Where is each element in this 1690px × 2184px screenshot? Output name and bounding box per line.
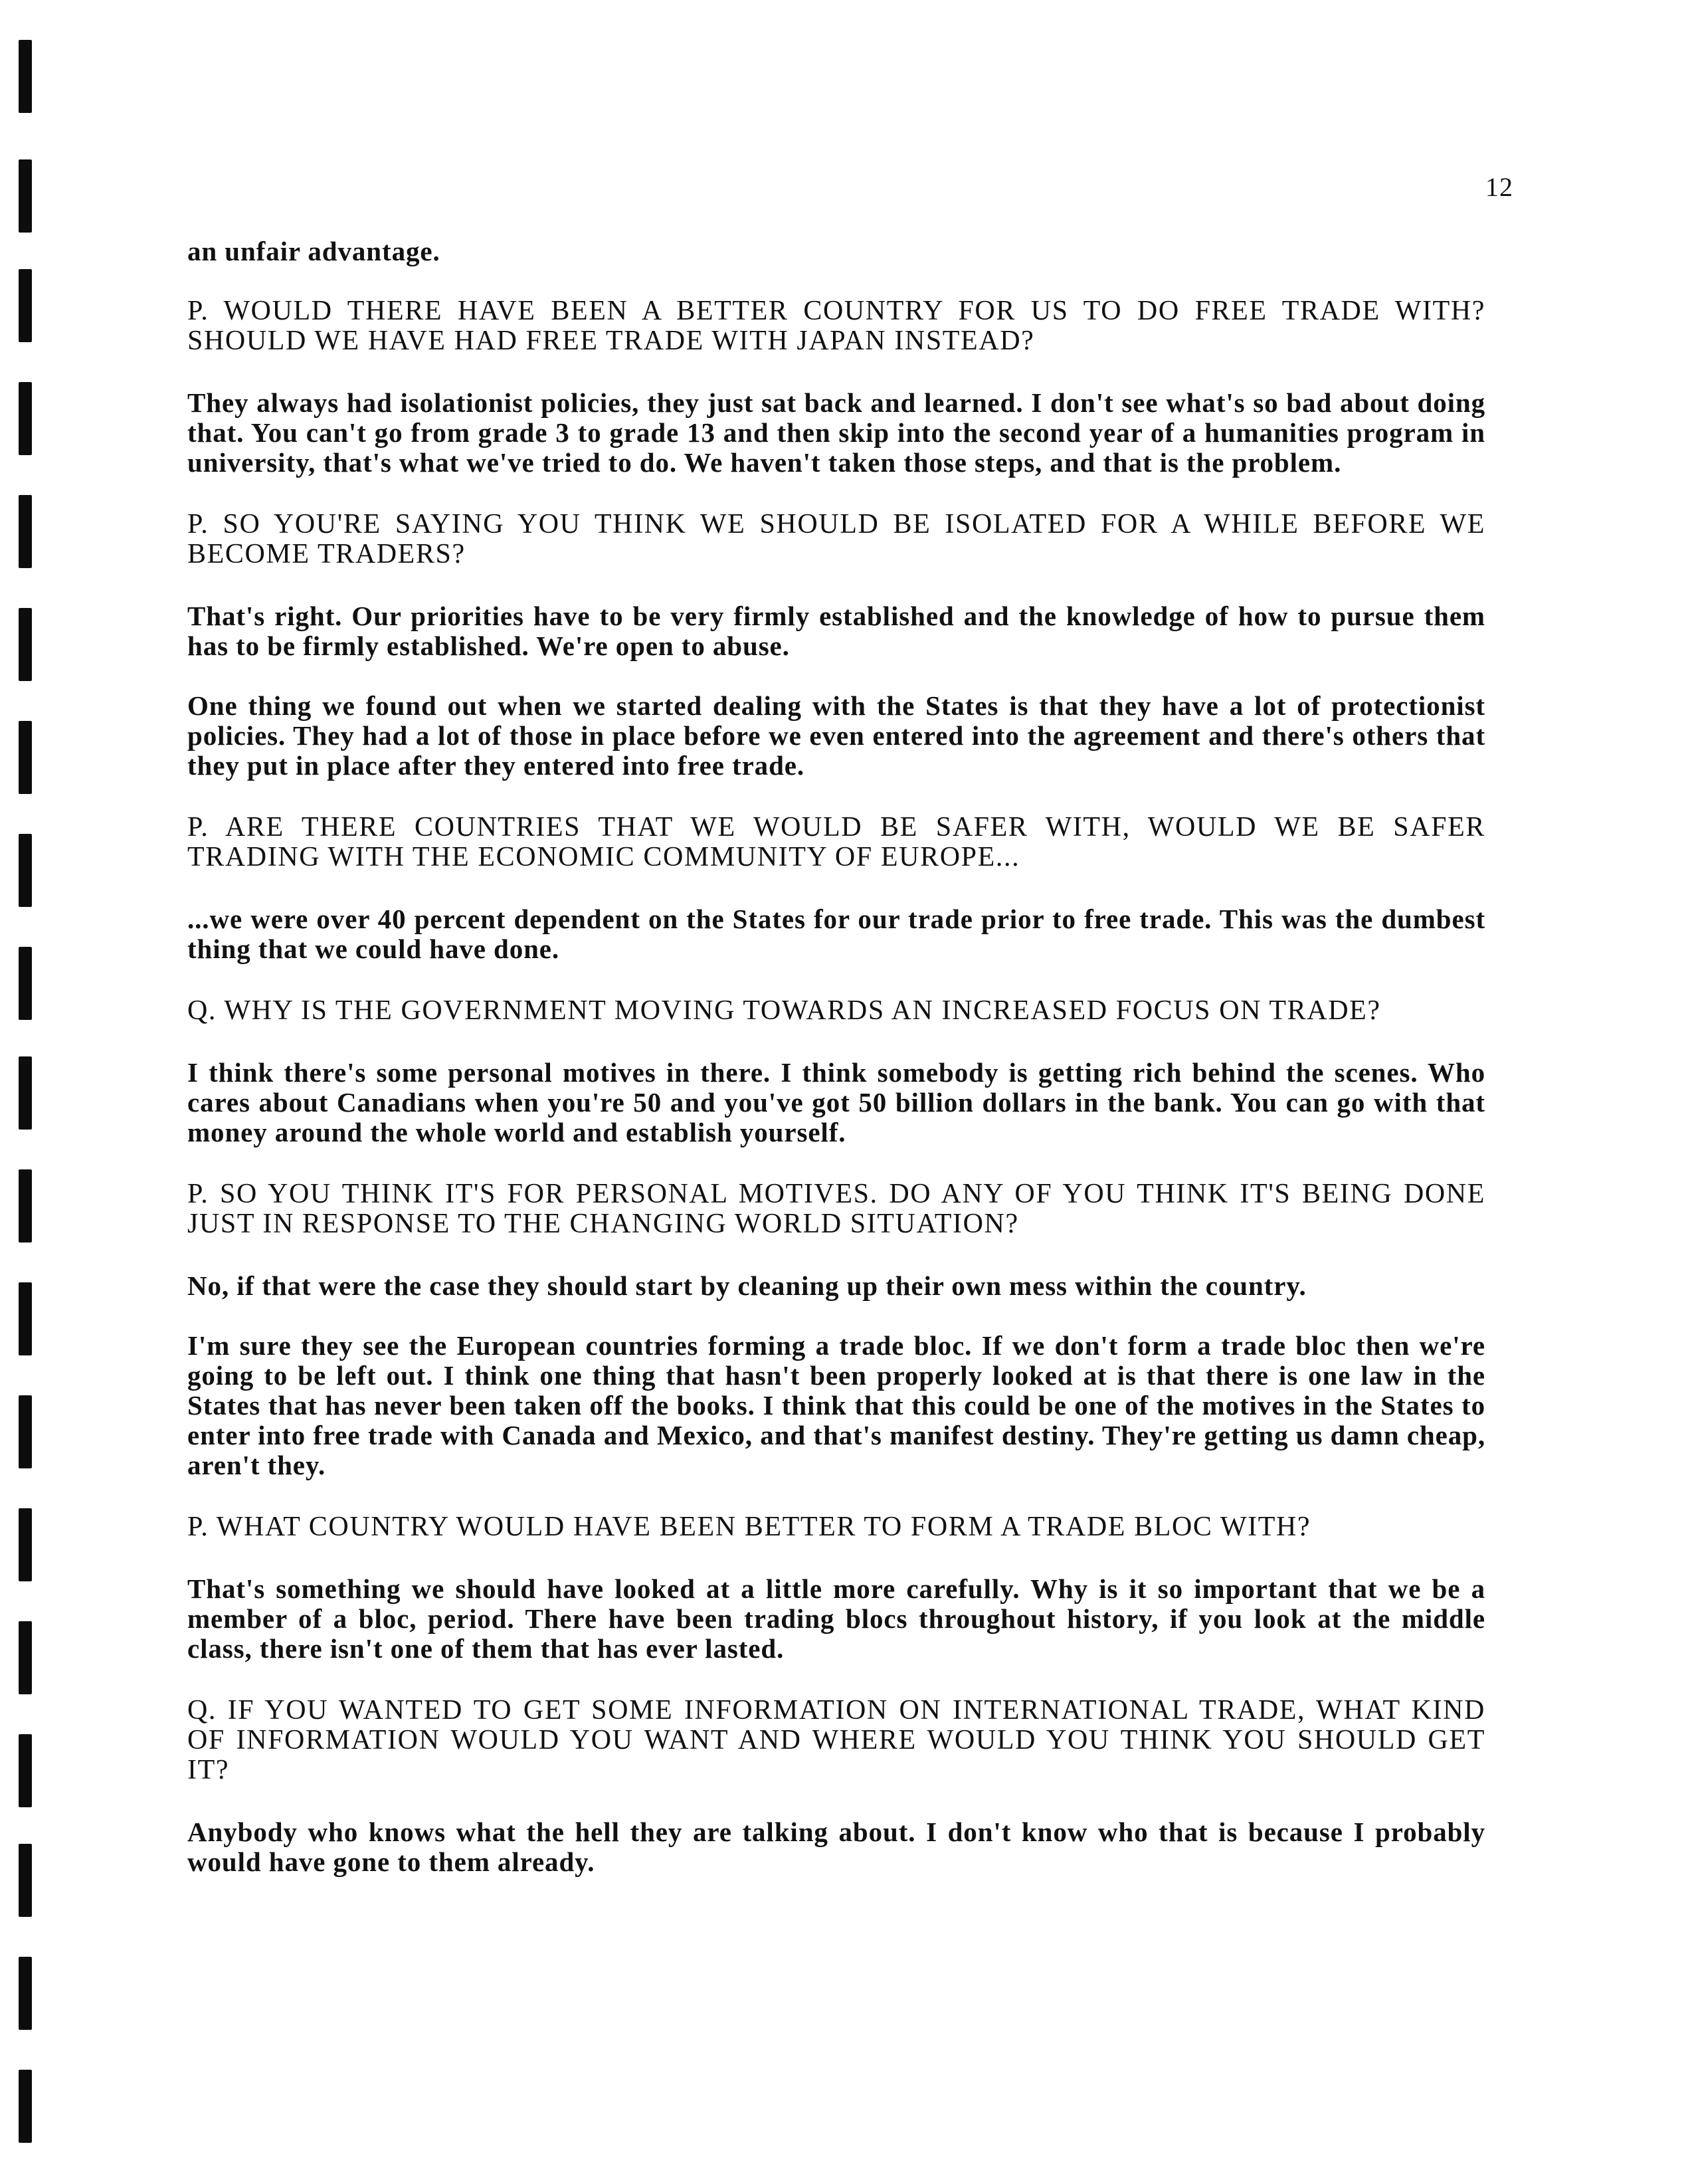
- answer-paragraph: That's right. Our priorities have to be very firmly established and the knowledge of how to pursue them has to be firmly established. We're open to abuse.: [187, 601, 1485, 661]
- transcript-body: [187, 237, 1485, 1877]
- question-paragraph: P. ARE THERE COUNTRIES THAT WE WOULD BE SAFER WITH, WOULD WE BE SAFER TRADING WITH THE ECONOMIC COMMUNITY OF EUROPE...: [187, 812, 1485, 872]
- binder-mark: [19, 269, 32, 342]
- binder-mark: [19, 834, 32, 907]
- binder-mark: [19, 159, 32, 233]
- binder-hole-marks: [19, 0, 39, 2184]
- answer-paragraph: ...we were over 40 percent dependent on the States for our trade prior to free trade. This was the dumbest thing that we could have done.: [187, 904, 1485, 964]
- binder-mark: [19, 495, 32, 568]
- question-paragraph: Q. WHY IS THE GOVERNMENT MOVING TOWARDS AN INCREASED FOCUS ON TRADE?: [187, 995, 1381, 1026]
- question-paragraph: P. WHAT COUNTRY WOULD HAVE BEEN BETTER TO FORM A TRADE BLOC WITH?: [187, 1512, 1311, 1542]
- binder-mark: [19, 1169, 32, 1242]
- binder-mark: [19, 1282, 32, 1355]
- binder-mark: [19, 2070, 32, 2143]
- binder-mark: [19, 382, 32, 455]
- binder-mark: [19, 40, 32, 113]
- answer-paragraph: I'm sure they see the European countries forming a trade bloc. If we don't form a trade bloc then we're going to be left out. I think one thing that hasn't been properly looked at is that there is one law in the States that has never been taken off the books. I think that this could be one of the motives in the States to enter into free trade with Canada and Mexico, and that's manifest destiny. They're getting us damn cheap, aren't they.: [187, 1330, 1485, 1480]
- binder-mark: [19, 947, 32, 1020]
- binder-mark: [19, 1844, 32, 1917]
- answer-paragraph: One thing we found out when we started dealing with the States is that they have a lot of protectionist policies. They had a lot of those in place before we even entered into the agreement and there's others that they put in place after they entered into free trade.: [187, 690, 1485, 781]
- question-paragraph: P. SO YOU THINK IT'S FOR PERSONAL MOTIVES. DO ANY OF YOU THINK IT'S BEING DONE JUST IN RESPONSE TO THE CHANGING WORLD SITUATION?: [187, 1179, 1485, 1239]
- answer-paragraph: Anybody who knows what the hell they are talking about. I don't know who that is because I probably would have gone to them already.: [187, 1817, 1485, 1877]
- binder-mark: [19, 1957, 32, 2030]
- answer-paragraph: I think there's some personal motives in there. I think somebody is getting rich behind the scenes. Who cares about Canadians when you're 50 and you've got 50 billion dollars in the bank. You can go with that money around the whole world and establish yourself.: [187, 1057, 1485, 1147]
- question-paragraph: Q. IF YOU WANTED TO GET SOME INFORMATION ON INTERNATIONAL TRADE, WHAT KIND OF INFORMATION WOULD YOU WANT AND WHERE WOULD YOU THINK YOU SHOULD GET IT?: [187, 1695, 1485, 1785]
- question-paragraph: P. SO YOU'RE SAYING YOU THINK WE SHOULD BE ISOLATED FOR A WHILE BEFORE WE BECOME TRADERS?: [187, 509, 1485, 569]
- answer-paragraph: That's something we should have looked at a little more carefully. Why is it so important that we be a member of a bloc, period. There have been trading blocs throughout history, if you look at the middle class, there isn't one of them that has ever lasted.: [187, 1573, 1485, 1664]
- binder-mark: [19, 1056, 32, 1130]
- binder-mark: [19, 721, 32, 794]
- question-paragraph: P. WOULD THERE HAVE BEEN A BETTER COUNTRY FOR US TO DO FREE TRADE WITH? SHOULD WE HAVE HAD FREE TRADE WITH JAPAN INSTEAD?: [187, 296, 1485, 356]
- binder-mark: [19, 1508, 32, 1581]
- binder-mark: [19, 608, 32, 681]
- binder-mark: [19, 1395, 32, 1468]
- answer-paragraph: They always had isolationist policies, they just sat back and learned. I don't see what's so bad about doing that. You can't go from grade 3 to grade 13 and then skip into the second year of a humanities program in university, that's what we've tried to do. We haven't taken those steps, and that is the problem.: [187, 387, 1485, 478]
- page-number: 12: [1485, 172, 1513, 202]
- binder-mark: [19, 1621, 32, 1694]
- answer-paragraph: No, if that were the case they should start by cleaning up their own mess within the country.: [187, 1270, 1307, 1301]
- answer-paragraph: an unfair advantage.: [187, 236, 440, 266]
- binder-mark: [19, 1734, 32, 1807]
